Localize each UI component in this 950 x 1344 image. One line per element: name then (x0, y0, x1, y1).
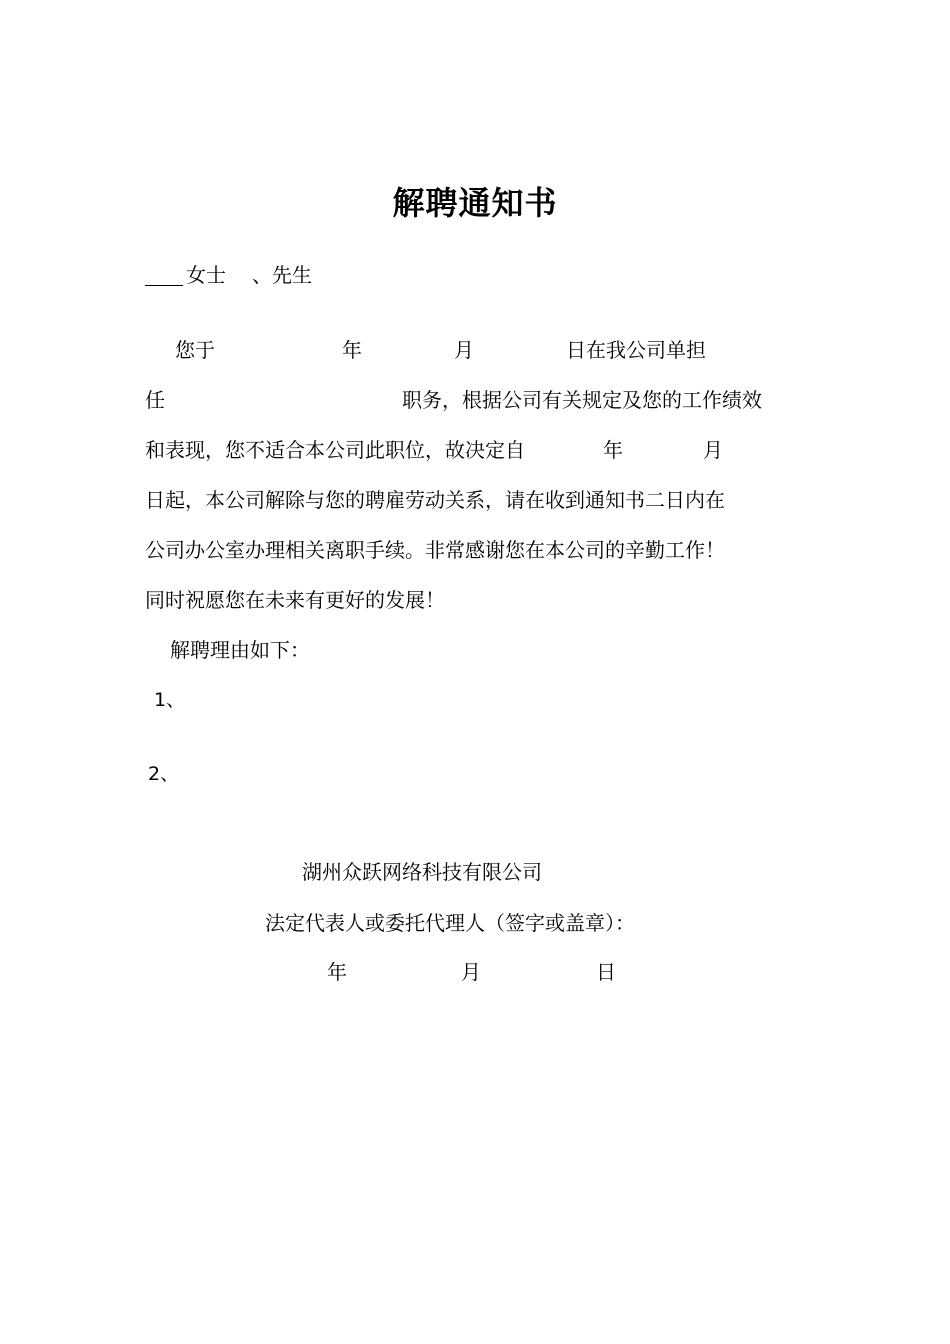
signature-date-year: 年 (327, 960, 347, 984)
salutation-ms: 女士 (186, 263, 226, 287)
body-line3-year: 年 (603, 438, 623, 462)
body-line4: 日起，本公司解除与您的聘雇劳动关系，请在收到通知书二日内在 (145, 488, 725, 512)
body-line1-rest: 日在我公司单担 (566, 338, 706, 362)
body-line2-rest: 职务，根据公司有关规定及您的工作绩效 (402, 388, 762, 412)
representative-signature-label: 法定代表人或委托代理人（签字或盖章）： (265, 911, 635, 935)
reason-item-2: 2、 (148, 763, 180, 785)
document-title: 解聘通知书 (392, 184, 558, 222)
name-blank-underline (145, 285, 183, 286)
company-name: 湖州众跃网络科技有限公司 (302, 860, 542, 884)
body-line6: 同时祝愿您在未来有更好的发展！ (145, 588, 445, 612)
signature-date-month: 月 (461, 960, 481, 984)
salutation-mr: 、先生 (252, 263, 312, 287)
reasons-heading: 解聘理由如下： (170, 638, 310, 662)
body-line1-start: 您于 (175, 338, 215, 362)
body-line5: 公司办公室办理相关离职手续。非常感谢您在本公司的辛勤工作！ (145, 538, 725, 562)
signature-date-day: 日 (596, 960, 616, 984)
body-line3-month: 月 (703, 438, 723, 462)
reason-item-1: 1、 (154, 689, 186, 711)
body-line3-start: 和表现，您不适合本公司此职位，故决定自 (145, 438, 525, 462)
body-line1-year: 年 (342, 338, 362, 362)
body-line1-month: 月 (454, 338, 474, 362)
body-line2-start: 任 (145, 388, 165, 412)
